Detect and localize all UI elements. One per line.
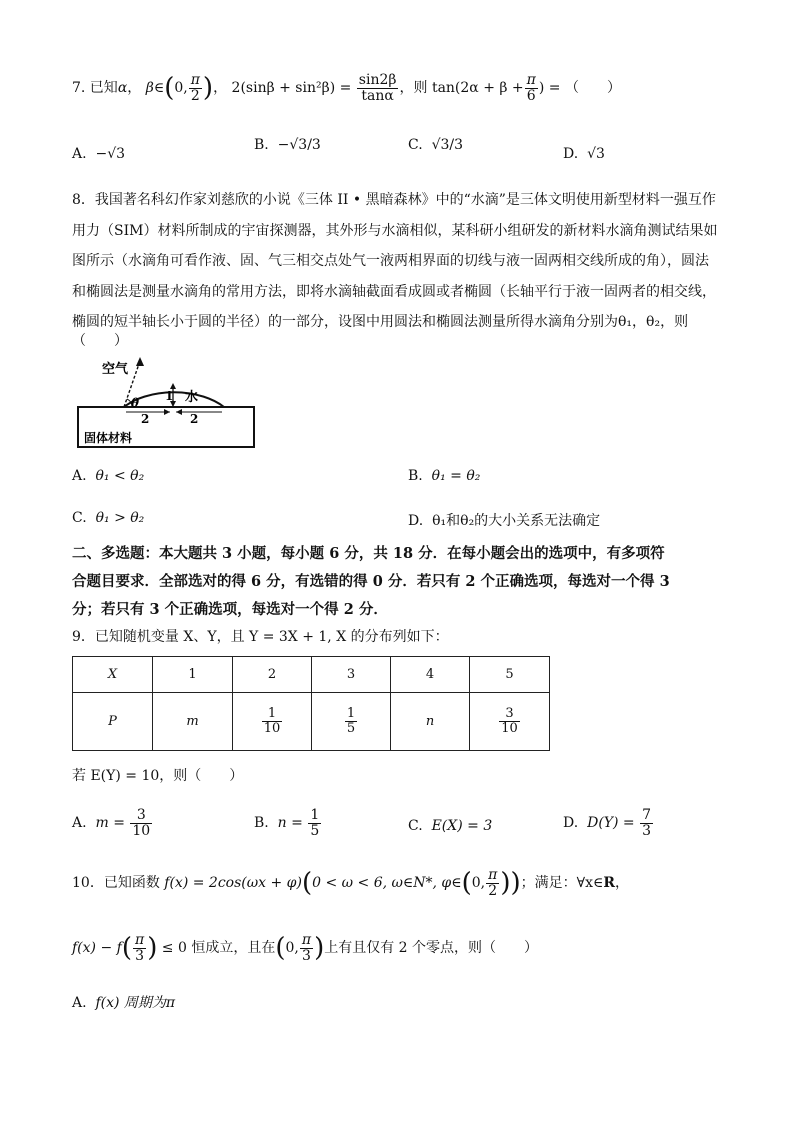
q7-option-a[interactable]: A. −√3 bbox=[72, 146, 126, 162]
tangent-arrow bbox=[136, 357, 144, 366]
q10-stem-line1: 10．已知函数 f(x) = 2cos(ωx + φ)(0 < ω < 6, ω∈N*, φ∈(0, $\frac{\pi}{2}$ ))；满足：∀x∈R， bbox=[72, 867, 629, 899]
table-cell: n bbox=[391, 693, 470, 751]
table-cell: 2 bbox=[233, 657, 312, 693]
distribution-table bbox=[72, 656, 550, 751]
q8-option-b[interactable]: B. θ₁ = θ₂ bbox=[408, 468, 481, 484]
q9-option-d[interactable]: D. D(Y) = $\frac{7}{3}$ bbox=[563, 807, 652, 839]
table-row bbox=[73, 657, 550, 693]
q10-stem-line2: f(x) − f( $\frac{\pi}{3}$ ) ≤ 0 恒成立，且在(0, $\frac{\pi}{3}$ )上有且仅有 2 个零点，则（ ） bbox=[72, 932, 539, 964]
q8-answer-blank: （ ） bbox=[72, 333, 128, 349]
table-cell: 3 bbox=[312, 657, 391, 693]
air-label: 空气 bbox=[102, 361, 129, 376]
water-label: 水 bbox=[185, 389, 199, 404]
section2-header: 二、多选题：本大题共 3 小题，每小题 6 分，共 18 分．在每小题会出的选项中，有多项符 合题目要求．全部选对的得 6 分，有选错的得 0 分．若只有 2 个正确选项，每选对一个得 3 分；若只有 3 个正确选项，每选对一个得 2 分． bbox=[72, 545, 670, 618]
table-cell: $\frac{1}{10}$ bbox=[233, 693, 312, 751]
q7-option-c[interactable]: C. √3/3 bbox=[408, 137, 464, 153]
solid-label: 固体材料 bbox=[84, 431, 133, 445]
q9-condition: 若 E(Y) = 10，则（ ） bbox=[72, 768, 244, 784]
table-cell: m bbox=[153, 693, 233, 751]
q9-option-a[interactable]: A. m = $\frac{3}{10}$ bbox=[72, 807, 151, 839]
q9-stem: 9．已知随机变量 X、Y，且 Y = 3X + 1, X 的分布列如下： bbox=[72, 629, 449, 645]
q7-option-d[interactable]: D. √3 bbox=[563, 146, 605, 162]
q7-stem: 7. 已知α， β∈(0, $\frac{\pi}{2}$ )， 2(sinβ + sin²β) = $\frac{\sin 2\beta}{\tan\alpha}$ ，则 tan(2α + β + $\frac{\pi}{6}$ ) = （ ） bbox=[72, 72, 621, 104]
left-dim-label: 2 bbox=[141, 412, 150, 426]
height-label: 1 bbox=[165, 389, 174, 403]
right-dim-label: 2 bbox=[190, 412, 199, 426]
table-cell: X bbox=[73, 657, 153, 693]
table-cell: 1 bbox=[153, 657, 233, 693]
q9-option-c[interactable]: C. E(X) = 3 bbox=[408, 818, 493, 834]
table-cell: 5 bbox=[470, 657, 550, 693]
q9-option-b[interactable]: B. n = $\frac{1}{5}$ bbox=[254, 807, 320, 839]
q7-option-b[interactable]: B. −√3/3 bbox=[254, 137, 321, 153]
q8-stem: 8．我国著名科幻作家刘慈欣的小说《三体 II • 黑暗森林》中的“水滴”是三体文明使用新型材料一强互作 用力（SIM）材料所制成的宇宙探测器，其外形与水滴相似，某科研小组研发的新材料水滴角测试结果如 图所示（水滴角可看作液、固、气三相交点处气一液两相界面的切线与液一固两相交线所成的角），圆法 和椭圆法是测量水滴角的常用方法，即将水滴轴截面看成圆或者椭圆（长轴平行于液一固两者的相交线， 椭圆的短半轴长小于圆的半径）的一部分，设图中用圆法和椭圆法测量所得水滴角分别为θ₁，θ₂，则 bbox=[72, 192, 718, 330]
q10-option-a[interactable]: A. f(x) 周期为π bbox=[72, 995, 176, 1011]
q8-option-a[interactable]: A. θ₁ < θ₂ bbox=[72, 468, 145, 484]
table-cell: $\frac{1}{5}$ bbox=[312, 693, 391, 751]
table-cell: $\frac{3}{10}$ bbox=[470, 693, 550, 751]
table-cell: P bbox=[73, 693, 153, 751]
q8-option-d[interactable]: D. θ₁和θ₂的大小关系无法确定 bbox=[408, 513, 601, 529]
table-row bbox=[73, 693, 550, 751]
q8-option-c[interactable]: C. θ₁ > θ₂ bbox=[72, 510, 145, 526]
table-cell: 4 bbox=[391, 657, 470, 693]
theta-label: θ bbox=[131, 396, 140, 410]
water-drop-figure bbox=[74, 355, 264, 453]
